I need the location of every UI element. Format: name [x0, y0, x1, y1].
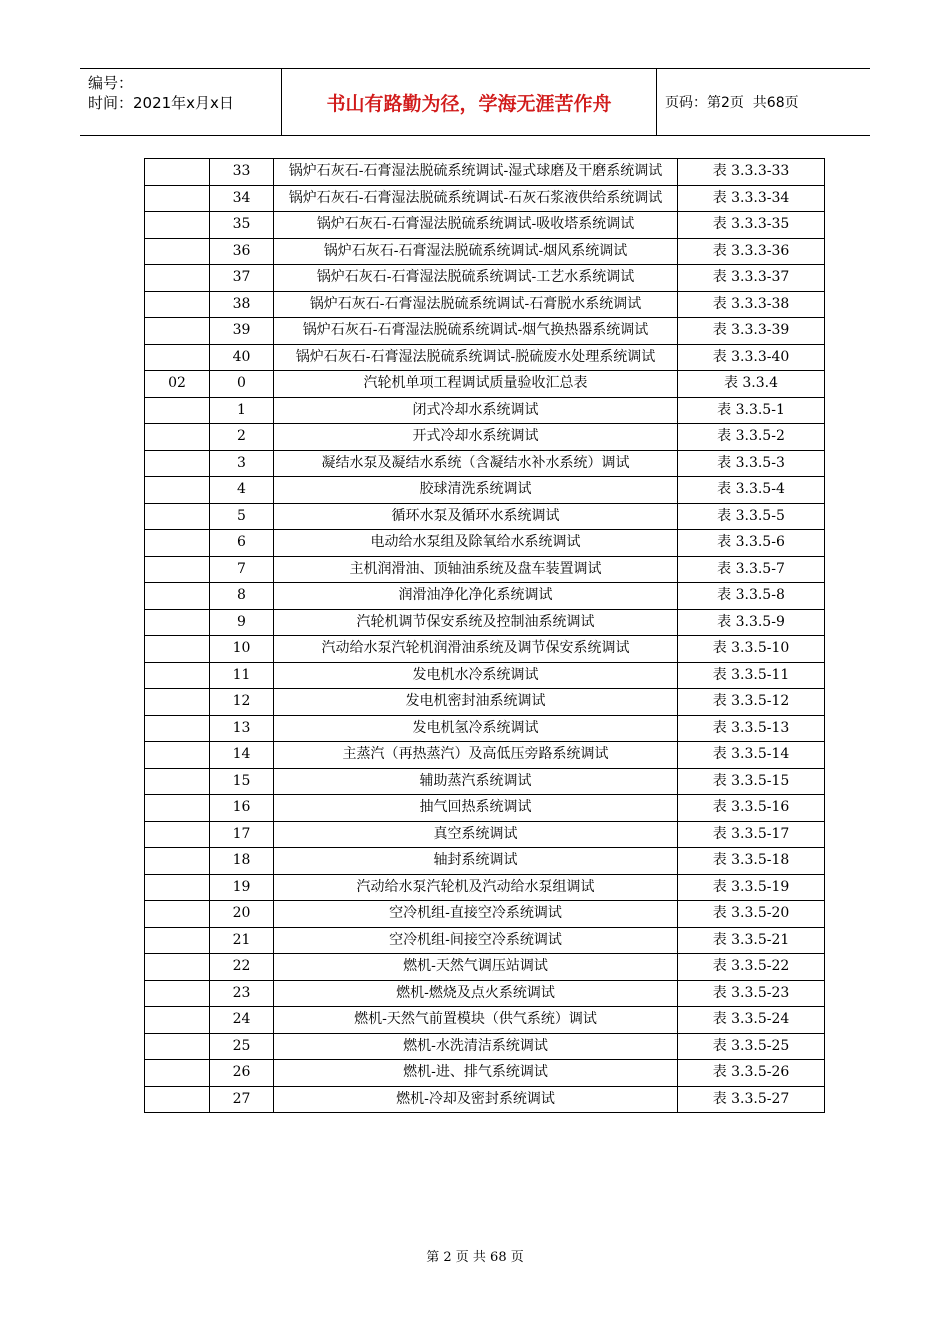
row-name-cell: 锅炉石灰石-石膏湿法脱硫系统调试-石膏脱水系统调试: [274, 291, 678, 318]
row-group-cell: [145, 715, 210, 742]
row-name-cell: 汽轮机调节保安系统及控制油系统调试: [274, 609, 678, 636]
table-row: [145, 530, 825, 557]
row-table-ref-cell: 表 3.3.5-13: [678, 715, 825, 742]
table-row: [145, 477, 825, 504]
row-group-cell: [145, 291, 210, 318]
table-row: [145, 265, 825, 292]
row-name-cell: 锅炉石灰石-石膏湿法脱硫系统调试-工艺水系统调试: [274, 265, 678, 292]
row-name-cell: 抽气回热系统调试: [274, 795, 678, 822]
row-name-cell: 凝结水泵及凝结水系统（含凝结水补水系统）调试: [274, 450, 678, 477]
row-name-cell: 开式冷却水系统调试: [274, 424, 678, 451]
table-row: [145, 689, 825, 716]
row-number-cell: 10: [210, 636, 274, 663]
table-row: [145, 768, 825, 795]
table-row: [145, 901, 825, 928]
row-table-ref-cell: 表 3.3.5-27: [678, 1086, 825, 1113]
row-table-ref-cell: 表 3.3.5-5: [678, 503, 825, 530]
row-name-cell: 锅炉石灰石-石膏湿法脱硫系统调试-烟气换热器系统调试: [274, 318, 678, 345]
row-number-cell: 38: [210, 291, 274, 318]
row-table-ref-cell: 表 3.3.5-15: [678, 768, 825, 795]
table-body: [145, 159, 825, 1113]
row-name-cell: 锅炉石灰石-石膏湿法脱硫系统调试-吸收塔系统调试: [274, 212, 678, 239]
row-group-cell: [145, 1007, 210, 1034]
row-group-cell: [145, 980, 210, 1007]
row-group-cell: 02: [145, 371, 210, 398]
row-name-cell: 燃机-天然气前置模块（供气系统）调试: [274, 1007, 678, 1034]
row-table-ref-cell: 表 3.3.5-20: [678, 901, 825, 928]
page-footer: 第 2 页 共 68 页: [426, 1250, 524, 1265]
code-label: 编号：: [88, 74, 134, 92]
row-group-cell: [145, 848, 210, 875]
row-table-ref-cell: 表 3.3.5-6: [678, 530, 825, 557]
row-table-ref-cell: 表 3.3.5-11: [678, 662, 825, 689]
table-row: [145, 424, 825, 451]
row-number-cell: 3: [210, 450, 274, 477]
table-row: [145, 980, 825, 1007]
row-number-cell: 34: [210, 185, 274, 212]
table-row: [145, 318, 825, 345]
table-row: [145, 1007, 825, 1034]
table-row: [145, 1086, 825, 1113]
row-table-ref-cell: 表 3.3.5-18: [678, 848, 825, 875]
row-group-cell: [145, 556, 210, 583]
table-row: [145, 556, 825, 583]
row-name-cell: 循环水泵及循环水系统调试: [274, 503, 678, 530]
row-group-cell: [145, 583, 210, 610]
row-name-cell: 锅炉石灰石-石膏湿法脱硫系统调试-烟风系统调试: [274, 238, 678, 265]
row-number-cell: 14: [210, 742, 274, 769]
row-group-cell: [145, 185, 210, 212]
row-group-cell: [145, 344, 210, 371]
table-row: [145, 636, 825, 663]
row-table-ref-cell: 表 3.3.5-26: [678, 1060, 825, 1087]
row-group-cell: [145, 609, 210, 636]
row-group-cell: [145, 1086, 210, 1113]
row-number-cell: 4: [210, 477, 274, 504]
row-table-ref-cell: 表 3.3.5-7: [678, 556, 825, 583]
row-name-cell: 空冷机组-直接空冷系统调试: [274, 901, 678, 928]
table-row: [145, 927, 825, 954]
row-number-cell: 18: [210, 848, 274, 875]
row-group-cell: [145, 768, 210, 795]
row-number-cell: 21: [210, 927, 274, 954]
row-table-ref-cell: 表 3.3.5-4: [678, 477, 825, 504]
header-motto: 书山有路勤为径，学海无涯苦作舟: [282, 69, 657, 135]
header-info: [80, 69, 282, 135]
row-name-cell: 锅炉石灰石-石膏湿法脱硫系统调试-脱硫废水处理系统调试: [274, 344, 678, 371]
row-name-cell: 电动给水泵组及除氧给水系统调试: [274, 530, 678, 557]
table-row: [145, 1033, 825, 1060]
table-row: [145, 609, 825, 636]
table-row: [145, 715, 825, 742]
table-row: [145, 238, 825, 265]
row-table-ref-cell: 表 3.3.5-12: [678, 689, 825, 716]
row-table-ref-cell: 表 3.3.5-14: [678, 742, 825, 769]
row-table-ref-cell: 表 3.3.5-3: [678, 450, 825, 477]
row-number-cell: 11: [210, 662, 274, 689]
row-name-cell: 空冷机组-间接空冷系统调试: [274, 927, 678, 954]
row-table-ref-cell: 表 3.3.3-35: [678, 212, 825, 239]
row-table-ref-cell: 表 3.3.5-23: [678, 980, 825, 1007]
row-number-cell: 35: [210, 212, 274, 239]
row-number-cell: 20: [210, 901, 274, 928]
table-row: [145, 503, 825, 530]
table-row: [145, 583, 825, 610]
row-table-ref-cell: 表 3.3.5-24: [678, 1007, 825, 1034]
table-row: [145, 291, 825, 318]
row-table-ref-cell: 表 3.3.3-38: [678, 291, 825, 318]
row-name-cell: 真空系统调试: [274, 821, 678, 848]
row-number-cell: 0: [210, 371, 274, 398]
row-name-cell: 燃机-冷却及密封系统调试: [274, 1086, 678, 1113]
row-name-cell: 润滑油净化净化系统调试: [274, 583, 678, 610]
row-name-cell: 燃机-水洗清洁系统调试: [274, 1033, 678, 1060]
row-table-ref-cell: 表 3.3.4: [678, 371, 825, 398]
row-table-ref-cell: 表 3.3.5-16: [678, 795, 825, 822]
row-name-cell: 汽动给水泵汽轮机及汽动给水泵组调试: [274, 874, 678, 901]
table-row: [145, 795, 825, 822]
row-group-cell: [145, 530, 210, 557]
table-row: [145, 212, 825, 239]
row-name-cell: 汽动给水泵汽轮机润滑油系统及调节保安系统调试: [274, 636, 678, 663]
row-number-cell: 33: [210, 159, 274, 186]
row-table-ref-cell: 表 3.3.5-8: [678, 583, 825, 610]
table-row: [145, 159, 825, 186]
row-name-cell: 发电机密封油系统调试: [274, 689, 678, 716]
page-header: [80, 68, 870, 136]
table-row: [145, 874, 825, 901]
row-number-cell: 7: [210, 556, 274, 583]
row-name-cell: 汽轮机单项工程调试质量验收汇总表: [274, 371, 678, 398]
row-group-cell: [145, 742, 210, 769]
row-number-cell: 27: [210, 1086, 274, 1113]
row-number-cell: 26: [210, 1060, 274, 1087]
row-group-cell: [145, 954, 210, 981]
row-group-cell: [145, 159, 210, 186]
row-group-cell: [145, 477, 210, 504]
row-name-cell: 锅炉石灰石-石膏湿法脱硫系统调试-石灰石浆液供给系统调试: [274, 185, 678, 212]
row-number-cell: 37: [210, 265, 274, 292]
row-number-cell: 15: [210, 768, 274, 795]
row-table-ref-cell: 表 3.3.3-36: [678, 238, 825, 265]
row-name-cell: 主机润滑油、顶轴油系统及盘车装置调试: [274, 556, 678, 583]
row-table-ref-cell: 表 3.3.3-37: [678, 265, 825, 292]
row-number-cell: 22: [210, 954, 274, 981]
row-name-cell: 发电机氢冷系统调试: [274, 715, 678, 742]
row-name-cell: 燃机-天然气调压站调试: [274, 954, 678, 981]
row-group-cell: [145, 318, 210, 345]
table-row: [145, 821, 825, 848]
row-group-cell: [145, 927, 210, 954]
row-group-cell: [145, 397, 210, 424]
row-table-ref-cell: 表 3.3.3-40: [678, 344, 825, 371]
table-row: [145, 1060, 825, 1087]
row-group-cell: [145, 212, 210, 239]
row-number-cell: 2: [210, 424, 274, 451]
time-label: 时间：2021年x月x日: [88, 94, 234, 112]
row-number-cell: 13: [210, 715, 274, 742]
row-number-cell: 17: [210, 821, 274, 848]
row-name-cell: 燃机-进、排气系统调试: [274, 1060, 678, 1087]
row-group-cell: [145, 689, 210, 716]
row-table-ref-cell: 表 3.3.5-10: [678, 636, 825, 663]
row-table-ref-cell: 表 3.3.5-22: [678, 954, 825, 981]
row-number-cell: 19: [210, 874, 274, 901]
table-row: [145, 848, 825, 875]
row-table-ref-cell: 表 3.3.5-19: [678, 874, 825, 901]
row-group-cell: [145, 821, 210, 848]
row-group-cell: [145, 1033, 210, 1060]
row-name-cell: 锅炉石灰石-石膏湿法脱硫系统调试-湿式球磨及干磨系统调试: [274, 159, 678, 186]
table-row: [145, 185, 825, 212]
row-number-cell: 5: [210, 503, 274, 530]
row-group-cell: [145, 795, 210, 822]
row-table-ref-cell: 表 3.3.3-33: [678, 159, 825, 186]
row-number-cell: 1: [210, 397, 274, 424]
row-name-cell: 燃机-燃烧及点火系统调试: [274, 980, 678, 1007]
row-number-cell: 36: [210, 238, 274, 265]
row-table-ref-cell: 表 3.3.5-2: [678, 424, 825, 451]
row-number-cell: 40: [210, 344, 274, 371]
table-row: [145, 742, 825, 769]
row-table-ref-cell: 表 3.3.5-1: [678, 397, 825, 424]
row-number-cell: 12: [210, 689, 274, 716]
row-group-cell: [145, 450, 210, 477]
row-number-cell: 6: [210, 530, 274, 557]
row-name-cell: 轴封系统调试: [274, 848, 678, 875]
row-group-cell: [145, 1060, 210, 1087]
row-group-cell: [145, 901, 210, 928]
table-row: [145, 344, 825, 371]
row-number-cell: 9: [210, 609, 274, 636]
row-number-cell: 16: [210, 795, 274, 822]
row-table-ref-cell: 表 3.3.5-21: [678, 927, 825, 954]
table-row: [145, 662, 825, 689]
row-group-cell: [145, 874, 210, 901]
row-group-cell: [145, 265, 210, 292]
row-name-cell: 胶球清洗系统调试: [274, 477, 678, 504]
table-row: [145, 397, 825, 424]
row-name-cell: 发电机水冷系统调试: [274, 662, 678, 689]
row-name-cell: 闭式冷却水系统调试: [274, 397, 678, 424]
row-table-ref-cell: 表 3.3.3-39: [678, 318, 825, 345]
row-name-cell: 辅助蒸汽系统调试: [274, 768, 678, 795]
header-page-info: [657, 69, 870, 135]
row-number-cell: 24: [210, 1007, 274, 1034]
row-name-cell: 主蒸汽（再热蒸汽）及高低压旁路系统调试: [274, 742, 678, 769]
row-group-cell: [145, 636, 210, 663]
row-number-cell: 25: [210, 1033, 274, 1060]
row-number-cell: 39: [210, 318, 274, 345]
row-table-ref-cell: 表 3.3.3-34: [678, 185, 825, 212]
row-number-cell: 23: [210, 980, 274, 1007]
row-group-cell: [145, 424, 210, 451]
row-group-cell: [145, 238, 210, 265]
table-row: [145, 371, 825, 398]
row-table-ref-cell: 表 3.3.5-25: [678, 1033, 825, 1060]
row-group-cell: [145, 662, 210, 689]
page-label: 页码：第2页 共68页: [665, 95, 799, 111]
table-row: [145, 954, 825, 981]
table-row: [145, 450, 825, 477]
row-number-cell: 8: [210, 583, 274, 610]
row-group-cell: [145, 503, 210, 530]
row-table-ref-cell: 表 3.3.5-9: [678, 609, 825, 636]
row-table-ref-cell: 表 3.3.5-17: [678, 821, 825, 848]
inspection-table: [144, 158, 825, 1113]
